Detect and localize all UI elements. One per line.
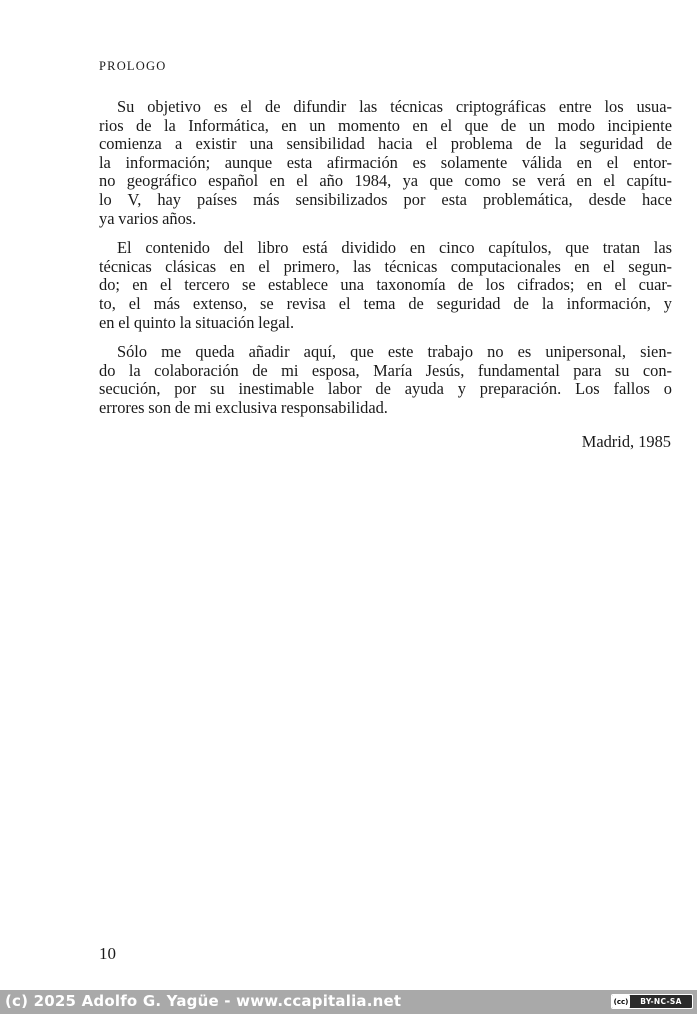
text-line: do la colaboración de mi esposa, María Jesús, fundamental para su con- — [99, 360, 672, 380]
text-line: ya varios años. — [99, 208, 197, 228]
text-line: rios de la Informática, en un momento en el que de un modo incipiente — [99, 115, 672, 135]
signature-place-date: Madrid, 1985 — [581, 432, 671, 451]
license-badge — [611, 994, 693, 1009]
copyright-notice: (c) 2025 Adolfo G. Yagüe - www.ccapitalia.net — [5, 992, 402, 1010]
text-line: comienza a existir una sensibilidad hacia el problema de la seguridad de — [99, 134, 672, 154]
license-text: BY-NC-SA — [640, 997, 682, 1006]
footer-bar — [0, 990, 697, 1014]
text-line: en el quinto la situación legal. — [99, 312, 295, 332]
paragraph-3 — [99, 343, 672, 417]
running-title: PROLOGO — [99, 59, 167, 73]
text-line: to, el más extenso, se revisa el tema de seguridad de la información, y — [99, 293, 672, 313]
text-line: técnicas clásicas en el primero, las técnicas computacionales en el segun- — [99, 256, 672, 276]
paragraph-1 — [99, 98, 672, 228]
text-line: la información; aunque esta afirmación es solamente válida en el entor- — [99, 152, 672, 172]
text-line: El contenido del libro está dividido en cinco capítulos, que tratan las — [117, 238, 672, 258]
text-line: lo V, hay países más sensibilizados por esta problemática, desde hace — [99, 189, 672, 209]
creative-commons-icon: (cc) — [612, 995, 630, 1008]
text-line: Su objetivo es el de difundir las técnicas criptográficas entre los usua- — [117, 97, 672, 116]
prologue-body — [99, 98, 672, 429]
text-line: no geográfico español en el año 1984, ya que como se verá en el capítu- — [99, 171, 672, 191]
page-number: 10 — [99, 944, 116, 963]
paragraph-2 — [99, 239, 672, 332]
text-line: do; en el tercero se establece una taxonomía de los cifrados; en el cuar- — [99, 275, 672, 295]
text-line: secución, por su inestimable labor de ayuda y preparación. Los fallos o — [99, 379, 672, 399]
text-line: errores son de mi exclusiva responsabilidad. — [99, 397, 388, 417]
text-line: Sólo me queda añadir aquí, que este trabajo no es unipersonal, sien- — [117, 342, 672, 362]
